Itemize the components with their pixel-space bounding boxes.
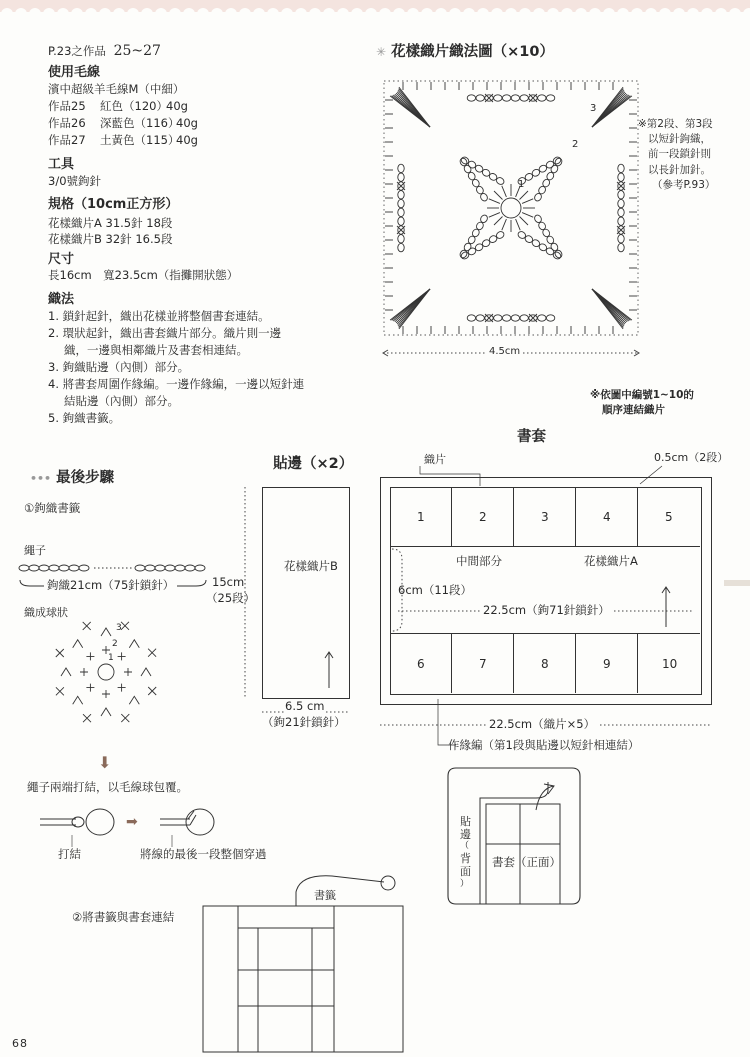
method-step: 5. 鉤織書籤。 [48, 411, 121, 425]
ball-dec [56, 687, 64, 695]
round-2: 2 [572, 139, 579, 150]
sparkle-icon: ✳ [376, 45, 387, 59]
cell-number: 2 [479, 510, 487, 524]
ball-inc [141, 668, 151, 676]
detail-facing-label [460, 815, 472, 889]
scallop [449, 8, 461, 20]
motif-chart [383, 80, 639, 336]
cord-chain-link [59, 565, 69, 571]
outer-chain [398, 217, 404, 225]
dc-fan [592, 87, 623, 127]
outer-chain [476, 95, 484, 101]
bookmark-cover-drawing [200, 870, 410, 1052]
motif-note [638, 117, 750, 193]
scallop [351, 8, 363, 20]
ball-dec [121, 714, 129, 722]
outer-chain [494, 315, 502, 321]
cord-chain-link [175, 565, 185, 571]
outer-chain [520, 315, 528, 321]
edge-tab [724, 580, 750, 586]
motif-cell [390, 487, 452, 547]
scallop [659, 8, 671, 20]
ball-round: 3 [116, 623, 122, 633]
scallop [603, 8, 615, 20]
work-qty: 40g [166, 99, 188, 113]
scallop [393, 8, 405, 20]
yarn-work-25 [48, 99, 188, 113]
motif-cell [452, 633, 514, 693]
scallop [127, 8, 139, 20]
right-arrow-icon: ➡ [126, 814, 138, 830]
outer-chain [618, 235, 624, 243]
note-line: ※第2段、第3段 [638, 118, 713, 130]
size-heading: 尺寸 [48, 252, 75, 267]
scallop [505, 8, 517, 20]
ball-inc [73, 640, 83, 648]
outer-chain [467, 95, 475, 101]
outer-chain [546, 95, 554, 101]
scallop [169, 8, 181, 20]
motif-cell [638, 633, 700, 693]
outer-chain [511, 95, 519, 101]
outer-chain [398, 164, 404, 172]
work-color: 土黃色（115） [100, 133, 180, 147]
scallop [379, 8, 391, 20]
yarn-heading: 使用毛線 [48, 65, 101, 80]
outer-chain [618, 243, 624, 251]
scallop [15, 8, 27, 20]
facing-chain: （鉤21針鎖針） [262, 715, 346, 729]
border-label: 0.5cm（2段） [654, 451, 729, 464]
note-line: 以長針加針。 [648, 163, 711, 176]
scallop [421, 8, 433, 20]
outer-chain [476, 315, 484, 321]
dc-fan [390, 96, 430, 127]
scallop [183, 8, 195, 20]
scallop [407, 8, 419, 20]
outer-chain [502, 315, 510, 321]
scallop [29, 8, 41, 20]
motif-cell [390, 633, 452, 693]
scallop [491, 8, 503, 20]
scallop [729, 8, 741, 20]
work-name: 作品26 [48, 116, 86, 130]
outer-chain [502, 95, 510, 101]
cord-chain-link [135, 565, 145, 571]
note-line: （參考P.93） [652, 178, 716, 191]
scallop [365, 8, 377, 20]
outer-chain [618, 208, 624, 216]
outer-chain [618, 191, 624, 199]
cord-chain-link [69, 565, 79, 571]
page-ref-label: P.23之作品 [48, 44, 106, 58]
cell-number: 10 [662, 657, 678, 671]
work-name: 作品27 [48, 133, 86, 147]
fabric-a-label: 花樣織片A [584, 554, 638, 568]
stitch [494, 191, 503, 200]
outer-chain [398, 191, 404, 199]
yarn-work-27 [48, 133, 198, 147]
thread-label: 將線的最後一段整個穿過 [140, 847, 267, 861]
outer-chain [538, 95, 546, 101]
motif-title [376, 45, 554, 60]
scallop [435, 8, 447, 20]
cell-number: 4 [603, 510, 611, 524]
yarn-brand: 濱中超級羊毛線M（中細） [48, 82, 185, 96]
ball-dec [148, 649, 156, 657]
join-note [590, 388, 694, 417]
scallop [71, 8, 83, 20]
cord-chain-link [79, 565, 89, 571]
gauge-b: 花樣織片B 32針 16.5段 [48, 232, 173, 246]
note-line: ※依圖中編號1~10的 [590, 389, 694, 401]
piece-label: 織片 [424, 453, 446, 466]
scallop [337, 8, 349, 20]
cord-chain-link [165, 565, 175, 571]
down-arrow-icon: ⬇ [98, 753, 112, 772]
work-qty: 40g [176, 133, 198, 147]
ball-sc [86, 684, 94, 692]
note-line: 前一段鎖針則 [648, 148, 711, 161]
facing-title-text: 貼邊（×2） [273, 456, 354, 472]
cord-size: 鉤織21cm（75針鎖針） [44, 580, 177, 592]
ball-dec [83, 622, 91, 630]
scallop [113, 8, 125, 20]
leader-lines [60, 835, 220, 851]
outer-chain [618, 173, 624, 181]
cell-number: 9 [603, 657, 611, 671]
work-qty: 40g [176, 116, 198, 130]
scallop [687, 8, 699, 20]
stitch [516, 219, 521, 230]
motif-width: 4.5cm [486, 347, 523, 357]
scallop [323, 8, 335, 20]
top-row [390, 487, 700, 547]
scallop [267, 8, 279, 20]
ball-inc [101, 628, 111, 636]
outer-chain [511, 315, 519, 321]
step1-label: ①鉤織書籤 [24, 501, 81, 515]
edging-note: 作緣編（第1段與貼邊以短針相連結） [448, 738, 640, 752]
method-step: 3. 鉤織貼邊（內側）部分。 [48, 360, 190, 374]
ball-sc [118, 652, 126, 660]
outer-chain [520, 95, 528, 101]
bookmark-label: 書籤 [314, 889, 336, 902]
motif-cell [514, 487, 576, 547]
final-steps-title [30, 471, 114, 486]
cord-chain-link [195, 565, 205, 571]
motif-cell [576, 633, 638, 693]
ball-dec [148, 687, 156, 695]
outer-chain [494, 95, 502, 101]
method-step: 結貼邊（內側）部分。 [64, 394, 179, 408]
outer-chain [398, 173, 404, 181]
scallop [281, 8, 293, 20]
char: 背 [460, 852, 471, 866]
work-color: 深藍色（116） [100, 116, 180, 130]
dots-icon: ••• [30, 472, 52, 485]
scallop [519, 8, 531, 20]
scallop [701, 8, 713, 20]
ball-dec [83, 714, 91, 722]
stitch [502, 219, 507, 230]
stitch [522, 213, 533, 218]
ball-inc [73, 696, 83, 704]
middle-label: 中間部分 [456, 554, 502, 568]
motif-cell [452, 487, 514, 547]
outer-chain [618, 164, 624, 172]
bottom-row [390, 633, 700, 693]
stitch [494, 217, 503, 226]
stitch [522, 199, 533, 204]
scallop [99, 8, 111, 20]
ball-label: 織成球狀 [24, 606, 68, 619]
total-width: 22.5cm（織片×5） [486, 719, 598, 731]
knot-label: 打結 [58, 847, 81, 861]
scallop [211, 8, 223, 20]
cord-chain-link [29, 565, 39, 571]
stitch [489, 199, 500, 204]
motif-cell [638, 487, 700, 547]
cell-number: 7 [479, 657, 487, 671]
ball-inc [61, 668, 71, 676]
scallop [85, 8, 97, 20]
ball-dec [121, 622, 129, 630]
scallop [57, 8, 69, 20]
outer-chain [398, 208, 404, 216]
char: 面 [460, 865, 471, 879]
dc-fan [399, 289, 430, 329]
cord-chain-link [185, 565, 195, 571]
stitch [502, 186, 507, 197]
char: （ [460, 841, 470, 852]
ball-ring [98, 664, 114, 680]
method-step: 4. 將書套周圍作緣編。一邊作緣編，一邊以短針連 [48, 377, 305, 391]
middle-dims [390, 547, 702, 633]
facing-rows: （25段） [206, 591, 256, 605]
cover-title: 書套 [517, 429, 546, 445]
stitch [520, 217, 529, 226]
stitch [520, 191, 529, 200]
outer-chain [546, 315, 554, 321]
scallop [1, 8, 13, 20]
facing-width: 6.5 cm [285, 699, 325, 713]
method-heading: 織法 [48, 292, 75, 307]
scallop [561, 8, 573, 20]
scalloped-border [0, 0, 750, 20]
scallop [197, 8, 209, 20]
scallop [253, 8, 265, 20]
facing-panel [262, 487, 350, 699]
ball-sc [86, 652, 94, 660]
scallop [43, 8, 55, 20]
yarn-work-26 [48, 116, 198, 130]
works-range: 25~27 [113, 43, 161, 59]
outer-chain [398, 243, 404, 251]
outer-chain [398, 199, 404, 207]
outer-chain [618, 217, 624, 225]
magic-ring [501, 198, 521, 218]
scallop [715, 8, 727, 20]
method-step: 2. 環狀起針，織出書套織片部分。織片則一邊 [48, 326, 282, 340]
char: 邊 [460, 828, 471, 842]
scallop [309, 8, 321, 20]
motif-title-text: 花樣織片織法圖（×10） [391, 44, 554, 60]
cell-number: 5 [665, 510, 673, 524]
scallop [589, 8, 601, 20]
method-step: 織，一邊與相鄰織片及書套相連結。 [64, 343, 248, 357]
char: ） [460, 878, 470, 889]
page-number: 68 [12, 1037, 28, 1050]
ball-dec [56, 649, 64, 657]
work-name: 作品25 [48, 99, 86, 113]
work-color: 紅色（120） [100, 99, 168, 113]
cell-number: 3 [541, 510, 549, 524]
page-reference [48, 44, 161, 58]
middle-height: 6cm（11段） [398, 583, 472, 597]
note-line: 以短針鉤織， [648, 133, 711, 146]
cord-chain-link [39, 565, 49, 571]
scallop [463, 8, 475, 20]
tools-hook: 3/0號鉤針 [48, 174, 102, 188]
ball-round: 2 [112, 639, 118, 649]
size-value: 長16cm 寬23.5cm（指攤開狀態） [48, 268, 239, 282]
cord-chain-link [155, 565, 165, 571]
scallop [631, 8, 643, 20]
cord-chain-link [49, 565, 59, 571]
ball-sc [102, 690, 110, 698]
cord-chain-link [19, 565, 29, 571]
gauge-heading: 規格（10cm正方形） [48, 197, 179, 212]
scallop [533, 8, 545, 20]
scallop [547, 8, 559, 20]
scallop [645, 8, 657, 20]
facing-title [273, 457, 353, 472]
ball-inc [129, 640, 139, 648]
cell-number: 8 [541, 657, 549, 671]
dc-fan [592, 289, 632, 320]
cord-chain [18, 560, 218, 576]
tie-text: 繩子兩端打結，以毛線球包覆。 [27, 780, 188, 794]
cell-number: 1 [417, 510, 425, 524]
scallop [673, 8, 685, 20]
motif-cell [514, 633, 576, 693]
cord-label: 繩子 [24, 544, 46, 557]
ball-round: 1 [108, 653, 114, 663]
method-step: 1. 鎖針起針，織出花樣並將整個書套連結。 [48, 309, 270, 323]
outer-chain [467, 315, 475, 321]
outer-chain [538, 315, 546, 321]
tools-heading: 工具 [48, 157, 75, 172]
gauge-a: 花樣織片A 31.5針 18段 [48, 216, 173, 230]
middle-width: 22.5cm（鉤71針鎖針） [480, 605, 613, 617]
scallop [239, 8, 251, 20]
motif-cell [576, 487, 638, 547]
scallop [155, 8, 167, 20]
scallop [617, 8, 629, 20]
outer-chain [398, 235, 404, 243]
scallop [225, 8, 237, 20]
char: 貼 [460, 815, 471, 828]
cord-chain-link [145, 565, 155, 571]
note-line: 順序連結織片 [602, 403, 665, 416]
ball-sc [80, 668, 88, 676]
round-3: 3 [590, 103, 597, 114]
scallop [477, 8, 489, 20]
ball-sc [118, 684, 126, 692]
cell-number: 6 [417, 657, 425, 671]
scallop [141, 8, 153, 20]
ball-inc [129, 696, 139, 704]
stitch [489, 213, 500, 218]
facing-height: 15cm [212, 575, 245, 589]
outer-chain [618, 199, 624, 207]
step2-label: ②將書籤與書套連結 [72, 910, 175, 924]
direction-arrow [322, 650, 336, 690]
ball-sc [124, 668, 132, 676]
final-steps-text: 最後步驟 [56, 470, 115, 486]
facing-fabric: 花樣織片B [284, 559, 338, 573]
ball-chart [46, 612, 166, 732]
scallop [575, 8, 587, 20]
round-1: 1 [518, 179, 525, 190]
detail-cover-label: 書套（正面） [492, 855, 561, 869]
ball-inc [101, 708, 111, 716]
scallop [295, 8, 307, 20]
